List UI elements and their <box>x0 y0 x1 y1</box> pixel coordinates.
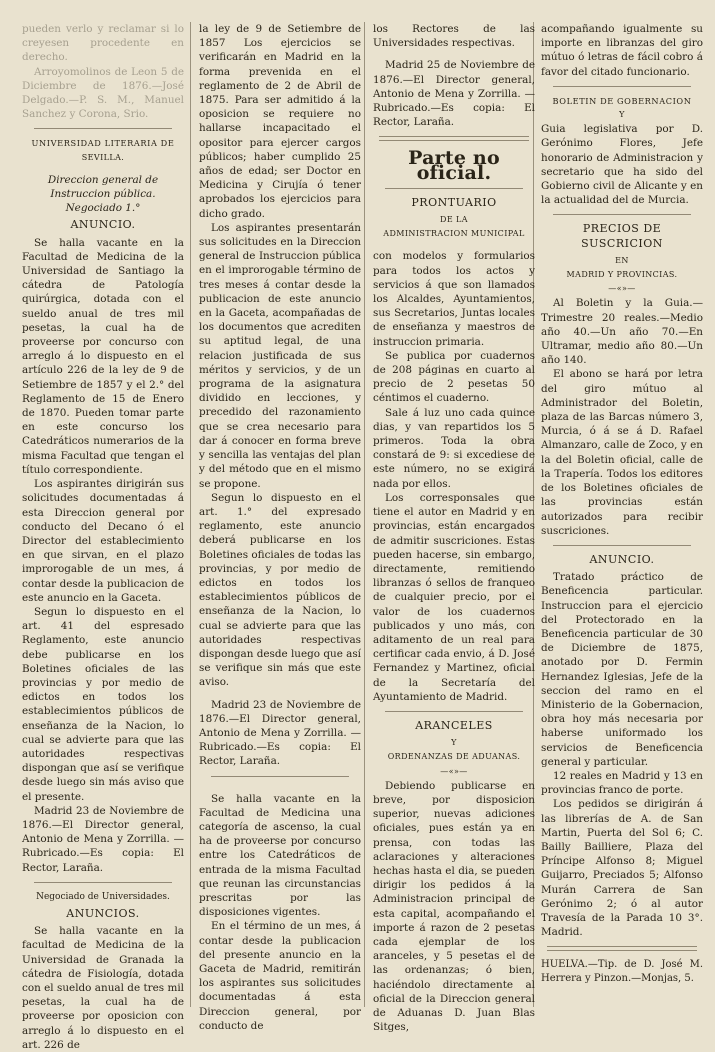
anuncio-title: ANUNCIO. <box>589 552 655 566</box>
paragraph: Los corresponsales que tiene el autor en Madrid y en provincias, están encargados de admitir suscriciones. Estas pueden hacerse, sin embargo, directamente, remitiendo libranzas ó sellos de franqueo de cualquier precio, por el valor de los cuadernos publicados y uno más, con aditamento de un real para certificar cada envio, á D. José Fernandez y Martinez, oficial de la Secretaría del Ayuntamiento de Madrid. <box>373 491 535 703</box>
institution-city: SEVILLA. <box>81 152 125 162</box>
boletin-conj: Y <box>619 110 625 120</box>
ornament: —«»— <box>440 766 468 776</box>
column-2 <box>199 22 361 1033</box>
column-4 <box>541 22 703 985</box>
divider <box>385 188 523 189</box>
prontuario-sub: ADMINISTRACION MUNICIPAL <box>383 229 525 239</box>
anuncios-title: ANUNCIOS. <box>66 906 140 920</box>
precios-en: EN <box>615 255 629 265</box>
paragraph: con modelos y formularios para todos los actos y servicios á que son llamados los Alcaldes, Ayuntamientos, sus Secretarios, Juntas locales de enseñanza y maestros de instruccion primaria. <box>373 250 535 348</box>
paragraph: los Rectores de las Universidades respectivas. <box>373 23 535 50</box>
paragraph: 12 reales en Madrid y 13 en provincias franco de porte. <box>541 769 703 797</box>
divider <box>34 128 172 129</box>
divider <box>385 711 523 712</box>
double-divider <box>379 136 529 141</box>
paragraph: Tratado práctico de Beneficencia particular. Instruccion para el ejercicio del Protectorado en la Beneficencia particular de 30 de Diciembre de 1875, anotado por D. Fermin Hernandez Iglesias, Jefe de la seccion del ramo en el Ministerio de la Gobernacion, obra hoy más necesaria por haberse uniformado los servicios de Beneficencia general y particular. <box>541 571 703 768</box>
printer-imprint: HUELVA.—Tip. de D. José M. Herrera y Pinzon.—Monjas, 5. <box>541 959 703 984</box>
signature: Madrid 23 de Noviembre de 1876.—El Director general, Antonio de Mena y Zorrilla. —Rubricado.—Es copia: El Rector, Laraña. <box>22 804 184 874</box>
paragraph: Los aspirantes dirigirán sus solicitudes documentadas á esta Direccion general por conducto del Decano ó el Director del establecimiento en que sirvan, en el plazo improrogable de un mes, á contar desde la publicacion de este anuncio en la Gaceta. <box>22 478 184 604</box>
divider <box>553 545 691 546</box>
paragraph: Se halla vacante en la Facultad de Medicina una categoría de ascenso, la cual ha de proveerse por concurso entre los Catedráticos de entrada de la misma Facultad que reunan las circunstancias prescritas por las disposiciones vigentes. <box>199 792 361 919</box>
boletin-title: BOLETIN DE GOBERNACION <box>552 95 692 106</box>
divider <box>211 776 349 777</box>
prontuario-sub: DE LA <box>440 215 468 225</box>
negociado: Negociado de Universidades. <box>36 891 170 902</box>
precios-title: PRECIOS DE SUSCRICION <box>581 222 663 250</box>
paragraph: acompañando igualmente su importe en libranzas del giro mútuo ó letras de fácil cobro á favor del citado funcionario. <box>541 23 703 78</box>
paragraph: Debiendo publicarse en breve, por disposicion superior, nuevas adiciones oficiales, pues están ya en prensa, con todas las aclaraciones y alteraciones hechas hasta el dia, se pueden dirigir los pedidos á la Administracion principal de esta capital, acompañando el importe á razon de 2 pesetas cada ejemplar de los aranceles, y 5 pesetas el de las ordenanzas; ó bien, haciéndolo directamente al oficial de la Direccion general de Aduanas D. Juan Blas Sitges, <box>373 779 535 1034</box>
paragraph: Guia legislativa por D. Gerónimo Flores, Jefe honorario de Administracion y secretario que ha sido del Gobierno civil de Alicante y en la actualidad del de Murcia. <box>541 123 703 207</box>
paragraph: Segun lo dispuesto en el art. 41 del espresado Reglamento, este anuncio debe publicarse en los Boletines oficiales de las provincias y por medio de edictos en todos los establecimientos públicos de enseñanza de la Nacion, lo cual se advierte para que las autoridades respectivas dispongan que así se verifique desde luego sin más aviso que el presente. <box>22 605 184 803</box>
column-rule <box>190 22 191 1007</box>
signature: Madrid 23 de Noviembre de 1876.—El Director general, Antonio de Mena y Zorrilla. —Rubricado.—Es copia: El Rector, Laraña. <box>199 698 361 768</box>
paragraph: Los pedidos se dirigirán á las librerías de A. de San Martin, Puerta del Sol 6; C. Bailly Bailliere, Plaza del Príncipe Alfonso 8; Miguel Guijarro, Preciados 5; Alfonso Murán Carrera de San Gerónimo 2; ó al autor Travesía de la Parada 10 3°. Madrid. <box>541 798 703 939</box>
anuncio-title: ANUNCIO. <box>70 218 136 232</box>
paragraph: Los aspirantes presentarán sus solicitudes en la Direccion general de Instruccion pública en el improrogable término de tres meses á contar desde la publicacion de este anuncio en la Gaceta, acompañadas de los documentos que acrediten su aptitud legal, de una relacion justificada de sus méritos y servicios, y de un programa de la asignatura dividido en lecciones, y precedido del razonamiento que se crea necesario para dar á conocer en forma breve y sencilla las ventajas del plan y del método que en el mismo se propone. <box>199 221 361 490</box>
divider <box>34 882 172 883</box>
section-title: Parte no oficial. <box>408 147 500 184</box>
aranceles-title: ARANCELES <box>415 718 493 732</box>
divider <box>553 214 691 215</box>
precios-sub: MADRID Y PROVINCIAS. <box>566 270 678 280</box>
negociado: Negociado 1.° <box>65 202 141 215</box>
paragraph: Sale á luz uno cada quince dias, y van repartidos los 5 primeros. Toda la obra constará de 9: si excediese de este número, no se exigirá nada por ellos. <box>373 406 535 490</box>
institution-heading: UNIVERSIDAD LITERARIA DE <box>31 138 175 149</box>
aranceles-sub: ORDENANZAS DE ADUANAS. <box>387 752 521 762</box>
ornament: —«»— <box>608 284 636 294</box>
paragraph: Segun lo dispuesto en el art. 1.° del expresado reglamento, este anuncio deberá publicarse en los Boletines oficiales de todas las provincias, y por medio de edictos en todos los establecimientos públicos de enseñanza de la Nacion, lo cual se advierte para que las autoridades respectivas dispongan desde luego que así se verifique sin más que este aviso. <box>199 491 362 689</box>
column-3 <box>373 22 535 1034</box>
text-fragment: Arroyomolinos de Leon 5 de Diciembre de 1876.—José Delgado.—P. S. M., Manuel Sanchez y Corona, Srio. <box>22 65 184 121</box>
paragraph: Al Boletin y la Guia.—Trimestre 20 reales.—Medio año 40.—Un año 70.—En Ultramar, medio año 80.—Un año 140. <box>541 297 703 367</box>
paragraph: Se halla vacante en la Facultad de Medicina de la Universidad de Santiago la cátedra de Patología quirúrgica, dotada con el sueldo anual de tres mil pesetas, la cual ha de proveerse por concurso con arreglo á lo dispuesto en el artículo 226 de la ley de 9 de Setiembre de 1857 y el 2.° del Reglamento de 15 de Enero de 1870. Pueden tomar parte en este concurso los Catedráticos numerarios de la misma Facultad que tengan el título correspondiente. <box>22 236 184 476</box>
column-rule <box>364 22 365 1007</box>
paragraph: Se publica por cuadernos de 208 páginas en cuarto al precio de 2 pesetas 50 céntimos el cuaderno. <box>373 349 535 405</box>
signature: Madrid 25 de Noviembre de 1876.—El Director general, Antonio de Mena y Zorrilla. —Rubricado.—Es copia: El Rector, Laraña. <box>373 59 535 129</box>
divider <box>553 86 691 87</box>
direction-heading: Direccion general de Instruccion pública. <box>47 173 159 201</box>
text-fragment: pueden verlo y reclamar si lo creyesen procedente en derecho. <box>22 23 184 64</box>
paragraph: En el término de un mes, á contar desde la publicacion del presente anuncio en la Gaceta de Madrid, remitirán los aspirantes sus solicitudes documentadas á esta Direccion general, por conducto de <box>199 920 361 1032</box>
column-1 <box>22 22 184 1052</box>
paragraph: la ley de 9 de Setiembre de 1857 Los ejercicios se verificarán en Madrid en la forma prevenida en el reglamento de 2 de Abril de 1875. Para ser admitido á la oposicion se requiere no hallarse incapacitado el opositor para ejercer cargos públicos; haber cumplido 25 años de edad; ser Doctor en Medicina y Cirujía ó tener aprobados los ejercicios para dicho grado. <box>199 23 361 220</box>
aranceles-conj: Y <box>451 738 457 748</box>
prontuario-title: PRONTUARIO <box>411 195 497 209</box>
double-divider <box>547 946 697 951</box>
paragraph: Se halla vacante en la facultad de Medicina de la Universidad de Granada la cátedra de Fisiología, dotada con el sueldo anual de tres mil pesetas, la cual ha de proveerse por oposicion con arreglo á lo dispuesto en el art. 226 de <box>22 925 184 1051</box>
paragraph: El abono se hará por letra del giro mútuo al Administrador del Boletin, plaza de las Barcas número 3, Murcia, ó á se á D. Rafael Almanzaro, calle de Zoco, y en la del Boletin oficial, calle de la Trapería. Todos los editores de los Boletines oficiales de las provincias están autorizados para recibir suscriciones. <box>541 368 703 537</box>
